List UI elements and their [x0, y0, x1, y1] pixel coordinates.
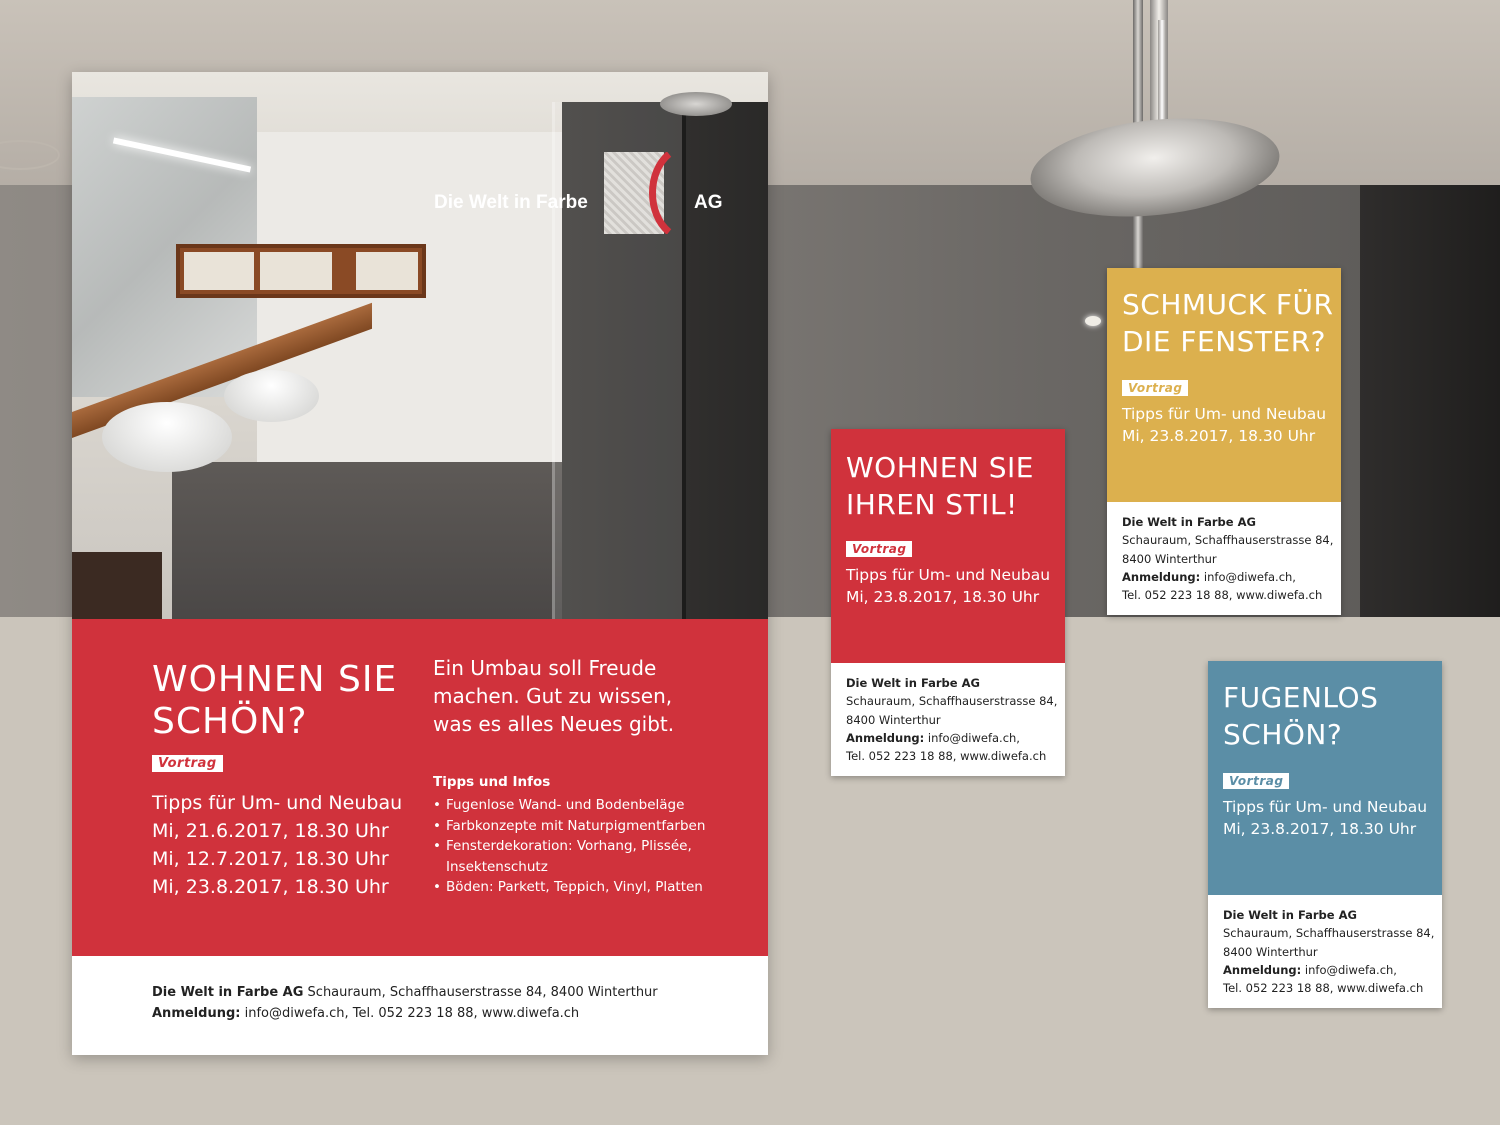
headline-line: WOHNEN SIE: [152, 659, 398, 700]
headline-line: SCHMUCK FÜR: [1122, 288, 1334, 321]
event-topic: Tipps für Um- und Neubau: [1223, 798, 1428, 816]
contact-line: Tel. 052 223 18 88, www.diwefa.ch: [846, 749, 1047, 764]
lead-text: [433, 654, 733, 738]
company-name: Die Welt in Farbe AG: [846, 676, 980, 690]
wash-basin: [102, 402, 232, 472]
ad-contact-info: [846, 674, 1057, 765]
event-date: Mi, 12.7.2017, 18.30 Uhr: [152, 848, 389, 870]
lead-line: machen. Gut zu wissen,: [433, 684, 673, 708]
footer-company: Die Welt in Farbe AG: [152, 985, 304, 1000]
headline-line: SCHÖN?: [152, 701, 308, 742]
list-item: • Fensterdekoration: Vorhang, Plissée, Insektenschutz: [433, 836, 733, 877]
shelf-compartment: [260, 252, 332, 290]
contact-line: Tel. 052 223 18 88, www.diwefa.ch: [1122, 588, 1323, 603]
ad-contact-info: [1223, 906, 1434, 997]
headline-line: IHREN STIL!: [846, 488, 1018, 521]
ad-headline: [1223, 679, 1378, 753]
headline-line: FUGENLOS: [1223, 681, 1379, 714]
list-item: • Böden: Parkett, Teppich, Vinyl, Platten: [433, 877, 733, 898]
event-dates: [152, 789, 402, 901]
flyer-footer: [72, 956, 768, 1055]
address-line: Schauraum, Schaffhauserstrasse 84,: [1223, 926, 1435, 941]
logo-name: Die Welt in Farbe: [434, 192, 588, 213]
vortrag-badge: Vortrag: [152, 755, 223, 772]
logo-suffix: AG: [694, 192, 723, 213]
shelf-compartment: [184, 252, 254, 290]
tipps-title: Tipps und Infos: [433, 774, 551, 790]
event-date: Mi, 23.8.2017, 18.30 Uhr: [1223, 820, 1417, 838]
shower-head: [660, 92, 732, 116]
list-item: • Fugenlose Wand- und Bodenbeläge: [433, 795, 733, 816]
ad-color-block: [831, 429, 1065, 663]
event-date: Mi, 23.8.2017, 18.30 Uhr: [846, 588, 1040, 606]
ad-color-block: [1107, 268, 1341, 502]
footer-text: [152, 982, 658, 1024]
wash-basin: [224, 370, 319, 422]
tipps-list: [433, 795, 733, 898]
contact-line: Tel. 052 223 18 88, www.diwefa.ch: [1223, 981, 1424, 996]
lead-line: was es alles Neues gibt.: [433, 712, 675, 736]
event-topic: Tipps für Um- und Neubau: [846, 566, 1051, 584]
event-date: Mi, 23.8.2017, 18.30 Uhr: [152, 876, 389, 898]
event-date: Mi, 21.6.2017, 18.30 Uhr: [152, 820, 389, 842]
headline-line: WOHNEN SIE: [846, 451, 1034, 484]
email: info@diwefa.ch,: [1200, 569, 1296, 584]
ad-event: [1122, 403, 1326, 447]
logo-bracket-icon: [639, 152, 689, 234]
footer-contact: info@diwefa.ch, Tel. 052 223 18 88, www.diwefa.ch: [240, 1006, 580, 1021]
email: info@diwefa.ch,: [924, 730, 1020, 745]
towel: [72, 552, 162, 619]
ad-contact-info: [1122, 513, 1333, 604]
footer-address: Schauraum, Schaffhauserstrasse 84, 8400 Winterthur: [303, 985, 658, 1000]
shelf-compartment: [356, 252, 418, 290]
registration-label: Anmeldung:: [1223, 962, 1302, 977]
ad-blue: [1208, 661, 1442, 1008]
shower-pipe: [1158, 20, 1166, 130]
company-logo: [434, 152, 734, 232]
ad-event: [1223, 796, 1427, 840]
email: info@diwefa.ch,: [1301, 962, 1397, 977]
ad-color-block: [1208, 661, 1442, 895]
event-date: Mi, 23.8.2017, 18.30 Uhr: [1122, 427, 1316, 445]
address-line: 8400 Winterthur: [1122, 551, 1217, 566]
address-line: 8400 Winterthur: [1223, 944, 1318, 959]
bathroom-photo: [72, 72, 768, 619]
registration-label: Anmeldung:: [846, 730, 925, 745]
dark-wall: [1360, 185, 1500, 617]
ad-headline: [846, 449, 1034, 523]
ad-red: [831, 429, 1065, 776]
event-topic: Tipps für Um- und Neubau: [152, 792, 403, 814]
ad-event: [846, 564, 1050, 608]
event-topic: Tipps für Um- und Neubau: [1122, 405, 1327, 423]
flyer-headline: [152, 659, 397, 743]
headline-line: SCHÖN?: [1223, 718, 1343, 751]
footer-label: Anmeldung:: [152, 1006, 241, 1021]
address-line: Schauraum, Schaffhauserstrasse 84,: [846, 694, 1058, 709]
registration-label: Anmeldung:: [1122, 569, 1201, 584]
vortrag-badge: Vortrag: [846, 541, 912, 557]
address-line: Schauraum, Schaffhauserstrasse 84,: [1122, 533, 1334, 548]
ad-headline: [1122, 286, 1333, 360]
company-name: Die Welt in Farbe AG: [1122, 515, 1256, 529]
vortrag-badge: Vortrag: [1122, 380, 1188, 396]
flyer-content: [72, 619, 768, 956]
address-line: 8400 Winterthur: [846, 712, 941, 727]
ceiling-spotlight: [1085, 316, 1101, 326]
ad-yellow: [1107, 268, 1341, 615]
list-item: • Farbkonzepte mit Naturpigmentfarben: [433, 816, 733, 837]
vortrag-badge: Vortrag: [1223, 773, 1289, 789]
company-name: Die Welt in Farbe AG: [1223, 908, 1357, 922]
flyer: [72, 72, 768, 1055]
lead-line: Ein Umbau soll Freude: [433, 656, 657, 680]
headline-line: DIE FENSTER?: [1122, 325, 1327, 358]
wall-shelf: [176, 244, 426, 298]
